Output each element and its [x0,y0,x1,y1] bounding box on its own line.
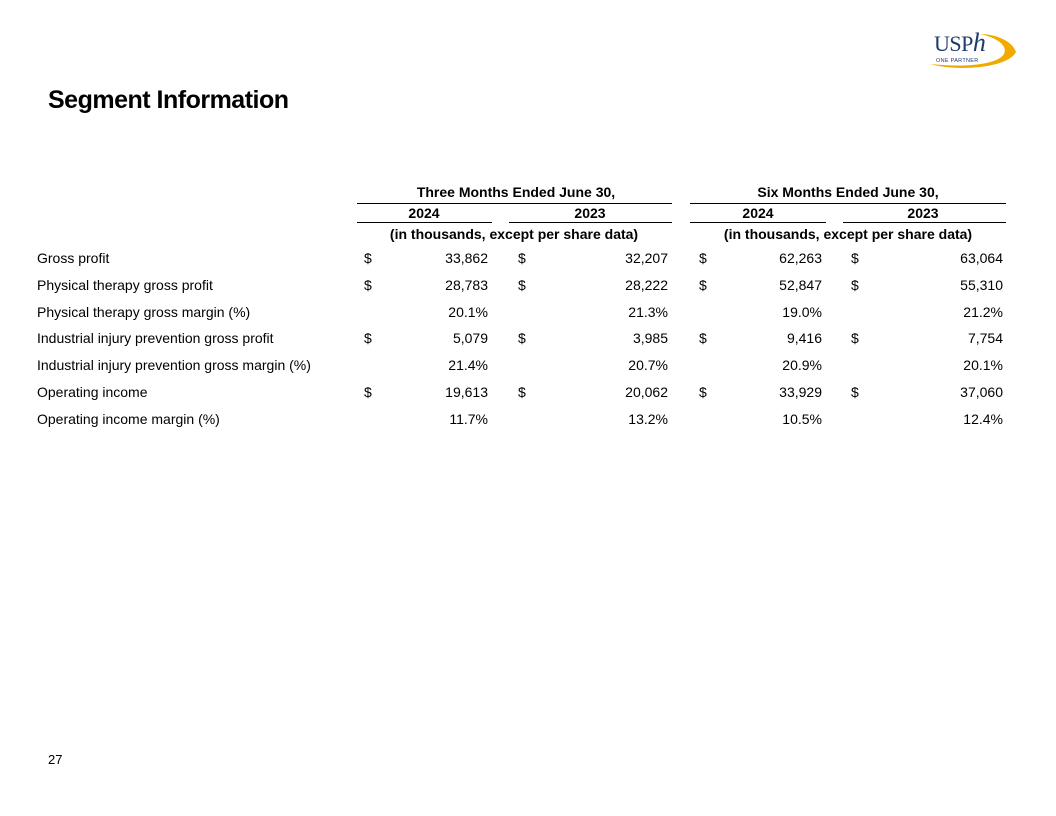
currency-symbol: $ [518,250,526,266]
table-cell-value: 21.4% [448,357,488,373]
table-cell-value: 63,064 [960,250,1003,266]
currency-symbol: $ [851,384,859,400]
group-rule [690,203,1006,204]
currency-symbol: $ [518,277,526,293]
row-label: Operating income margin (%) [37,411,220,427]
table-cell-value: 12.4% [963,411,1003,427]
year-rule [843,222,1006,223]
table-cell-value: 52,847 [779,277,822,293]
table-cell-value: 28,783 [445,277,488,293]
currency-symbol: $ [699,330,707,346]
row-label: Industrial injury prevention gross profit [37,330,274,346]
table-cell-value: 33,862 [445,250,488,266]
units-header: (in thousands, except per share data) [389,226,639,242]
currency-symbol: $ [699,384,707,400]
currency-symbol: $ [851,277,859,293]
table-cell-value: 9,416 [786,330,822,346]
row-label: Operating income [37,384,148,400]
table-cell-value: 13.2% [628,411,668,427]
currency-symbol: $ [851,330,859,346]
table-cell-value: 20,062 [625,384,668,400]
table-cell-value: 21.3% [628,304,668,320]
year-header: 2023 [907,205,939,221]
currency-symbol: $ [851,250,859,266]
year-header: 2024 [742,205,774,221]
table-cell-value: 28,222 [625,277,668,293]
currency-symbol: $ [364,277,372,293]
group-rule [357,203,672,204]
currency-symbol: $ [699,277,707,293]
currency-symbol: $ [699,250,707,266]
row-label: Industrial injury prevention gross margin (%) [37,357,311,373]
table-cell-value: 32,207 [625,250,668,266]
page-title: Segment Information [48,86,289,114]
currency-symbol: $ [364,330,372,346]
table-cell-value: 7,754 [967,330,1003,346]
year-rule [690,222,826,223]
table-cell-value: 20.1% [963,357,1003,373]
table-cell-value: 3,985 [632,330,668,346]
table-cell-value: 21.2% [963,304,1003,320]
currency-symbol: $ [364,250,372,266]
row-label: Gross profit [37,250,110,266]
currency-symbol: $ [364,384,372,400]
table-cell-value: 11.7% [449,411,488,427]
year-header: 2023 [574,205,606,221]
table-cell-value: 37,060 [960,384,1003,400]
company-logo [928,28,1020,72]
year-rule [357,222,492,223]
table-cell-value: 19,613 [445,384,488,400]
table-cell-value: 20.1% [448,304,488,320]
table-cell-value: 20.7% [628,357,668,373]
currency-symbol: $ [518,330,526,346]
page-number: 27 [48,752,63,767]
units-header: (in thousands, except per share data) [723,226,973,242]
row-label: Physical therapy gross profit [37,277,213,293]
table-cell-value: 20.9% [782,357,822,373]
year-rule [509,222,672,223]
year-header: 2024 [408,205,440,221]
logo-wordmark: USPh [934,28,986,57]
group-header-three-months: Three Months Ended June 30, [416,184,616,200]
table-cell-value: 62,263 [779,250,822,266]
table-cell-value: 5,079 [452,330,488,346]
table-cell-value: 19.0% [782,304,822,320]
table-cell-value: 55,310 [960,277,1003,293]
row-label: Physical therapy gross margin (%) [37,304,251,320]
table-cell-value: 33,929 [779,384,822,400]
currency-symbol: $ [518,384,526,400]
group-header-six-months: Six Months Ended June 30, [757,184,939,200]
table-cell-value: 10.5% [782,411,822,427]
logo-tagline: ONE PARTNER [936,58,979,64]
